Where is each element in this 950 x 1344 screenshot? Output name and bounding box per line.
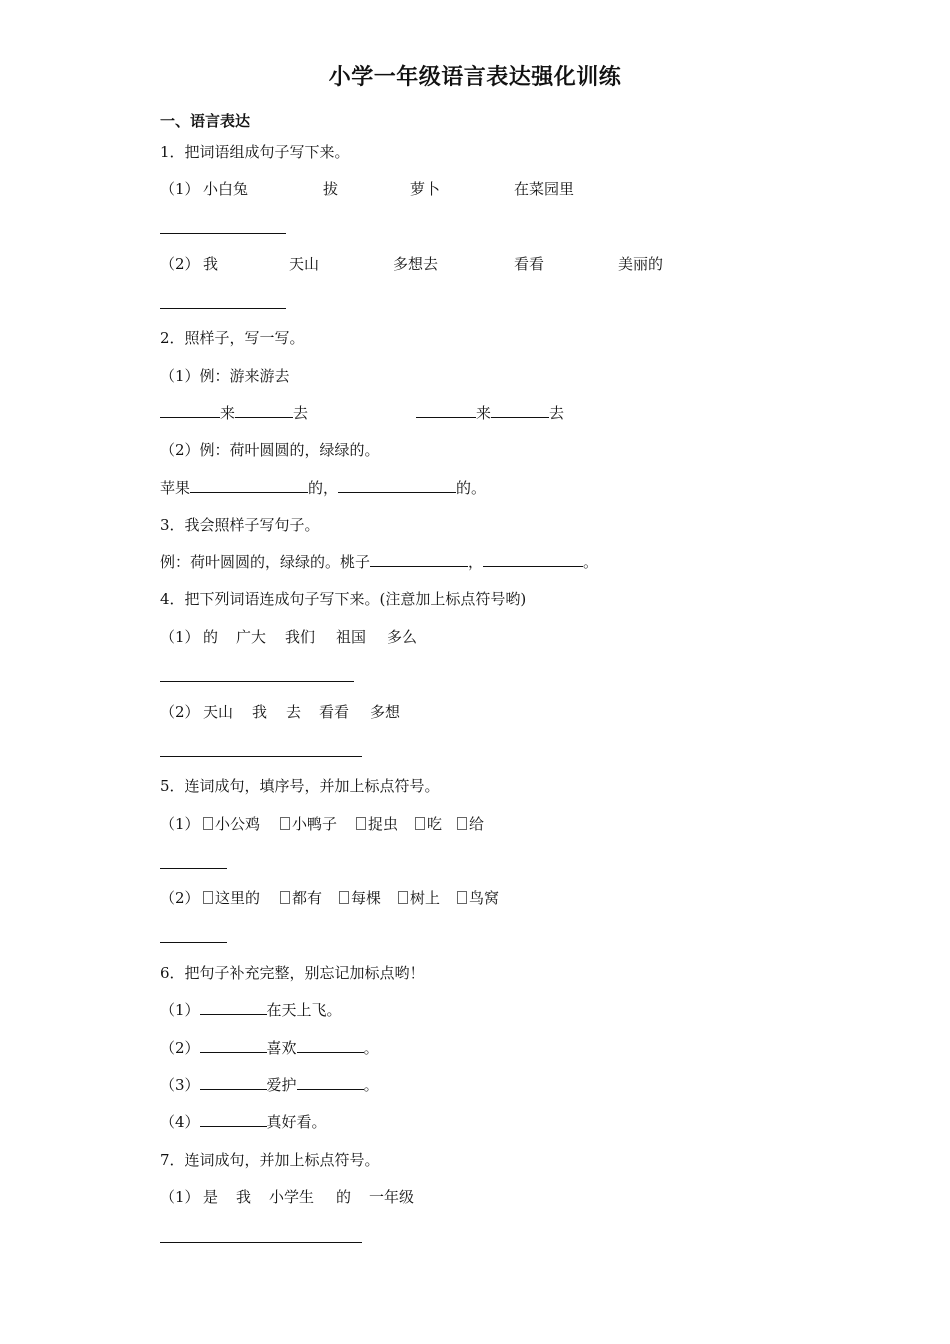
question-5-stem: 5．连词成句，填序号，并加上标点符号。 (160, 777, 440, 795)
order-box[interactable] (203, 817, 213, 830)
fill-blank[interactable] (200, 1000, 267, 1015)
question-4-stem: 4．把下列词语连成句子写下来。(注意加上标点符号哟) (160, 590, 527, 608)
word: 小学生 (269, 1188, 315, 1206)
word: 我们 (285, 628, 316, 646)
question-7-stem: 7．连词成句，并加上标点符号。 (160, 1151, 380, 1169)
section-heading: 一、语言表达 (160, 112, 251, 130)
word: 我 (236, 1188, 252, 1206)
fill-blank[interactable] (491, 403, 549, 418)
question-1-part-1 (160, 179, 575, 199)
fill-word: 苹果 (160, 479, 191, 497)
answer-line[interactable] (160, 868, 227, 869)
punctuation: 。 (363, 1076, 379, 1094)
answer-line[interactable] (160, 1242, 362, 1243)
word: 美丽的 (618, 255, 664, 273)
answer-line[interactable] (160, 308, 286, 309)
fill-blank[interactable] (160, 403, 220, 418)
order-box[interactable] (457, 817, 467, 830)
word: 看看 (319, 703, 350, 721)
word: 我 (252, 703, 268, 721)
word: 捉虫 (368, 815, 399, 833)
part-label: （2） (160, 255, 200, 273)
word: 去 (286, 703, 302, 721)
word: 都有 (292, 889, 323, 907)
punctuation: ， (468, 553, 484, 571)
question-4-part-2 (160, 702, 401, 722)
word: 小公鸡 (215, 815, 261, 833)
question-1-stem: 1．把词语组成句子写下来。 (160, 143, 350, 161)
order-box[interactable] (203, 891, 213, 904)
order-box[interactable] (398, 891, 408, 904)
fill-blank[interactable] (235, 403, 293, 418)
part-label: （2） (160, 889, 200, 907)
punctuation: 。 (583, 553, 599, 571)
fill-word: 来 (476, 404, 492, 422)
page-title: 小学一年级语言表达强化训练 (328, 65, 622, 90)
answer-line[interactable] (160, 756, 362, 757)
word: 在菜园里 (514, 180, 575, 198)
question-6-item-2 (160, 1038, 379, 1058)
fill-word: 喜欢 (266, 1039, 297, 1057)
order-box[interactable] (457, 891, 467, 904)
question-5-part-1 (160, 814, 485, 834)
answer-line[interactable] (160, 233, 286, 234)
fill-word: 去 (549, 404, 565, 422)
fill-word: 来 (220, 404, 236, 422)
question-6-item-1 (160, 1000, 342, 1020)
fill-blank[interactable] (416, 403, 476, 418)
word: 给 (469, 815, 485, 833)
word: 祖国 (336, 628, 367, 646)
question-2-stem: 2．照样子，写一写。 (160, 329, 305, 347)
fill-word: 的。 (456, 479, 487, 497)
answer-line[interactable] (160, 681, 354, 682)
fill-blank[interactable] (483, 552, 583, 567)
punctuation: 。 (363, 1039, 379, 1057)
part-label: （1） (160, 815, 200, 833)
question-2-example-2: （2）例：荷叶圆圆的，绿绿的。 (160, 441, 380, 459)
word: 树上 (410, 889, 441, 907)
order-box[interactable] (415, 817, 425, 830)
word: 广大 (236, 628, 267, 646)
question-5-part-2 (160, 888, 500, 908)
question-3-stem: 3．我会照样子写句子。 (160, 516, 320, 534)
fill-blank[interactable] (338, 478, 456, 493)
word: 多么 (387, 628, 418, 646)
fill-blank[interactable] (200, 1112, 267, 1127)
part-label: （1） (160, 1001, 200, 1019)
question-6-item-4 (160, 1112, 327, 1132)
question-3-fill (160, 552, 598, 572)
question-2-example-1: （1）例：游来游去 (160, 367, 290, 385)
question-6-stem: 6．把句子补充完整，别忘记加标点哟！ (160, 964, 425, 982)
fill-word: 去 (293, 404, 309, 422)
word: 天山 (289, 255, 320, 273)
fill-blank[interactable] (190, 478, 308, 493)
order-box[interactable] (280, 817, 290, 830)
part-label: （1） (160, 180, 200, 198)
part-label: （1） (160, 1188, 200, 1206)
word: 我 (203, 255, 219, 273)
fill-blank[interactable] (370, 552, 468, 567)
part-label: （1） (160, 628, 200, 646)
word: 萝卜 (410, 180, 441, 198)
question-6-item-3 (160, 1075, 379, 1095)
question-2-fill-1 (160, 403, 564, 423)
fill-blank[interactable] (200, 1075, 267, 1090)
word: 的 (336, 1188, 352, 1206)
fill-word: 真好看。 (266, 1113, 327, 1131)
word: 看看 (514, 255, 545, 273)
question-1-part-2 (160, 254, 664, 274)
fill-word: 爱护 (266, 1076, 297, 1094)
word: 每棵 (351, 889, 382, 907)
question-4-part-1 (160, 627, 418, 647)
part-label: （2） (160, 703, 200, 721)
word: 吃 (427, 815, 443, 833)
fill-word: 的， (308, 479, 339, 497)
word: 这里的 (215, 889, 261, 907)
word: 多想 (370, 703, 401, 721)
fill-blank[interactable] (200, 1038, 267, 1053)
word: 天山 (203, 703, 234, 721)
order-box[interactable] (339, 891, 349, 904)
order-box[interactable] (280, 891, 290, 904)
example-sentence: 例：荷叶圆圆的，绿绿的。桃子 (160, 553, 371, 571)
word: 小鸭子 (292, 815, 338, 833)
word: 多想去 (393, 255, 439, 273)
fill-word: 在天上飞。 (266, 1001, 342, 1019)
part-label: （4） (160, 1113, 200, 1131)
part-label: （2） (160, 1039, 200, 1057)
word: 小白兔 (203, 180, 249, 198)
word: 一年级 (369, 1188, 415, 1206)
part-label: （3） (160, 1076, 200, 1094)
answer-line[interactable] (160, 942, 227, 943)
order-box[interactable] (356, 817, 366, 830)
fill-blank[interactable] (297, 1038, 364, 1053)
word: 的 (203, 628, 219, 646)
question-7-part-1 (160, 1187, 415, 1207)
word: 是 (203, 1188, 219, 1206)
question-2-fill-2 (160, 478, 486, 498)
word: 拔 (323, 180, 339, 198)
fill-blank[interactable] (297, 1075, 364, 1090)
word: 鸟窝 (469, 889, 500, 907)
